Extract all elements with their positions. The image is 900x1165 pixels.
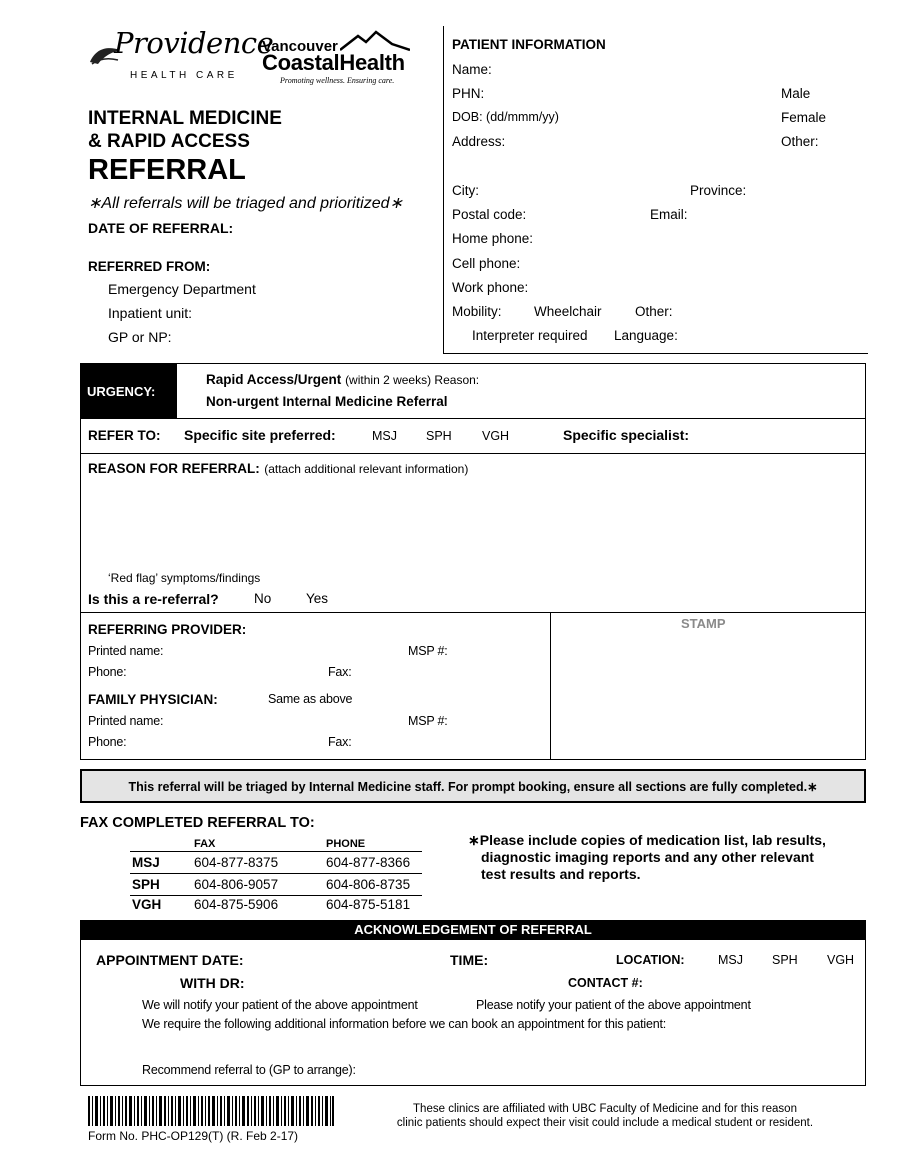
patient-postal-field[interactable]: Postal code:: [452, 207, 527, 222]
phone-number: 604-875-5181: [326, 897, 411, 912]
rereferral-yes-option[interactable]: Yes: [306, 591, 329, 606]
language-field[interactable]: Language:: [614, 328, 678, 343]
rereferral-no-option[interactable]: No: [254, 591, 272, 606]
fax-table-rule: [130, 873, 422, 874]
affiliation-note: clinic patients should expect their visit could include a medical student or resident.: [396, 1117, 814, 1129]
referring-phone-field[interactable]: Phone:: [88, 665, 127, 679]
we-will-notify-option[interactable]: We will notify your patient of the above appointment: [142, 998, 418, 1012]
patient-city-field[interactable]: City:: [452, 183, 479, 198]
reason-label: REASON FOR REFERRAL:: [88, 461, 260, 476]
fax-site-sph: SPH: [132, 877, 160, 892]
sex-female-option[interactable]: Female: [781, 110, 827, 125]
site-option-vgh[interactable]: VGH: [482, 429, 510, 443]
appointment-date-field[interactable]: APPOINTMENT DATE:: [96, 952, 244, 968]
mountain-icon: [340, 30, 410, 52]
family-msp-field[interactable]: MSP #:: [408, 714, 448, 728]
family-phone-field[interactable]: Phone:: [88, 735, 127, 749]
site-option-msj[interactable]: MSJ: [372, 429, 397, 443]
providence-wordmark: Providence: [114, 26, 274, 60]
triage-banner-text: This referral will be triaged by Internal Medicine staff. For prompt booking, ensure all sections are fully completed.∗: [128, 780, 818, 794]
location-option-sph[interactable]: SPH: [772, 953, 798, 967]
family-physician-heading: FAMILY PHYSICIAN:: [88, 692, 218, 707]
patient-phn-field[interactable]: PHN:: [452, 86, 485, 101]
date-of-referral-label: DATE OF REFERRAL:: [88, 220, 234, 236]
patient-info-left-border: [443, 26, 444, 354]
referred-from-heading: REFERRED FROM:: [88, 259, 211, 274]
family-fax-field[interactable]: Fax:: [328, 735, 352, 749]
form-title-line1: INTERNAL MEDICINE: [88, 108, 282, 129]
red-flag-option[interactable]: ‘Red flag’ symptoms/findings: [108, 571, 261, 585]
sex-other-option[interactable]: Other:: [781, 134, 819, 149]
urgency-label: URGENCY:: [87, 384, 156, 399]
contact-field[interactable]: CONTACT #:: [568, 976, 643, 990]
vch-logo-top: Vancouver: [262, 38, 338, 55]
vch-tagline: Promoting wellness. Ensuring care.: [280, 76, 395, 85]
fax-section-heading: FAX COMPLETED REFERRAL TO:: [80, 815, 315, 831]
patient-email-field[interactable]: Email:: [650, 207, 688, 222]
patient-province-field[interactable]: Province:: [690, 183, 747, 198]
recommend-referral-option[interactable]: Recommend referral to (GP to arrange):: [142, 1063, 356, 1077]
reason-text-area[interactable]: [88, 480, 858, 566]
phone-col-header: PHONE: [326, 838, 366, 850]
stamp-divider: [550, 612, 551, 760]
fax-number: 604-875-5906: [194, 897, 279, 912]
location-option-vgh[interactable]: VGH: [827, 953, 855, 967]
location-option-msj[interactable]: MSJ: [718, 953, 743, 967]
patient-work-phone-field[interactable]: Work phone:: [452, 280, 529, 295]
reason-note: (attach additional relevant information): [264, 462, 469, 476]
patient-address-field[interactable]: Address:: [452, 134, 506, 149]
same-as-above-option[interactable]: Same as above: [268, 692, 353, 706]
fax-site-vgh: VGH: [132, 897, 162, 912]
family-printed-name-field[interactable]: Printed name:: [88, 714, 164, 728]
patient-name-field[interactable]: Name:: [452, 62, 492, 77]
site-option-sph[interactable]: SPH: [426, 429, 452, 443]
fax-table-rule: [130, 851, 422, 852]
rapid-access-reason: (within 2 weeks) Reason:: [345, 373, 480, 387]
triage-note: ∗All referrals will be triaged and prioritized∗: [88, 195, 403, 212]
acknowledgement-heading: ACKNOWLEDGEMENT OF REFERRAL: [354, 922, 592, 937]
providence-logo: [88, 26, 274, 86]
referring-printed-name-field[interactable]: Printed name:: [88, 644, 164, 658]
reason-heading: [88, 460, 468, 478]
phone-number: 604-806-8735: [326, 877, 411, 892]
include-copies-note: diagnostic imaging reports and any other relevant: [481, 849, 814, 865]
patient-cell-phone-field[interactable]: Cell phone:: [452, 256, 521, 271]
stamp-area[interactable]: [553, 636, 863, 756]
referred-from-option[interactable]: Emergency Department: [108, 281, 256, 297]
non-urgent-option[interactable]: Non-urgent Internal Medicine Referral: [206, 394, 448, 409]
patient-info-heading: PATIENT INFORMATION: [452, 37, 606, 52]
referred-from-option[interactable]: GP or NP:: [108, 329, 172, 345]
fax-site-msj: MSJ: [132, 855, 160, 870]
rapid-access-option[interactable]: [206, 372, 479, 387]
referred-from-option[interactable]: Inpatient unit:: [108, 305, 193, 321]
fax-table-rule: [130, 895, 422, 896]
form-title-line2: & RAPID ACCESS: [88, 131, 250, 152]
patient-home-phone-field[interactable]: Home phone:: [452, 231, 534, 246]
affiliation-note: These clinics are affiliated with UBC Faculty of Medicine and for this reason: [413, 1103, 797, 1115]
fax-col-header: FAX: [194, 838, 216, 850]
rereferral-label: Is this a re-referral?: [88, 591, 219, 607]
stamp-label: STAMP: [681, 616, 726, 631]
interpreter-required-option[interactable]: Interpreter required: [472, 328, 588, 343]
vch-logo-main: CoastalHealth: [262, 50, 405, 75]
patient-info-bottom-border: [443, 353, 868, 354]
fax-number: 604-877-8375: [194, 855, 279, 870]
location-label: LOCATION:: [616, 953, 685, 967]
appointment-time-field[interactable]: TIME:: [450, 952, 489, 968]
include-copies-note: ∗Please include copies of medication list, lab results,: [468, 832, 826, 848]
providence-subtext: HEALTH CARE: [130, 70, 238, 81]
mobility-label: Mobility:: [452, 304, 502, 319]
with-dr-field[interactable]: WITH DR:: [180, 975, 245, 991]
additional-info-option[interactable]: We require the following additional information before we can book an appointment for this patient:: [142, 1017, 667, 1031]
form-title-referral: REFERRAL: [88, 154, 246, 186]
specific-specialist-field[interactable]: Specific specialist:: [563, 427, 690, 443]
site-preferred-label: Specific site preferred:: [184, 427, 336, 443]
vch-logo: [262, 30, 422, 90]
include-copies-note: test results and reports.: [481, 866, 641, 882]
sex-male-option[interactable]: Male: [781, 86, 811, 101]
barcode-icon: [88, 1096, 334, 1126]
please-notify-option[interactable]: Please notify your patient of the above appointment: [476, 998, 751, 1012]
referring-msp-field[interactable]: MSP #:: [408, 644, 448, 658]
rapid-access-label: Rapid Access/Urgent: [206, 372, 342, 387]
fax-number: 604-806-9057: [194, 877, 279, 892]
referring-fax-field[interactable]: Fax:: [328, 665, 352, 679]
form-number: Form No. PHC-OP129(T) (R. Feb 2-17): [88, 1129, 299, 1143]
mobility-wheelchair-option[interactable]: Wheelchair: [534, 304, 602, 319]
refer-to-label: REFER TO:: [88, 428, 161, 443]
referring-provider-heading: REFERRING PROVIDER:: [88, 622, 247, 637]
phone-number: 604-877-8366: [326, 855, 411, 870]
patient-dob-field[interactable]: DOB: (dd/mmm/yy): [452, 110, 559, 124]
mobility-other-option[interactable]: Other:: [635, 304, 673, 319]
